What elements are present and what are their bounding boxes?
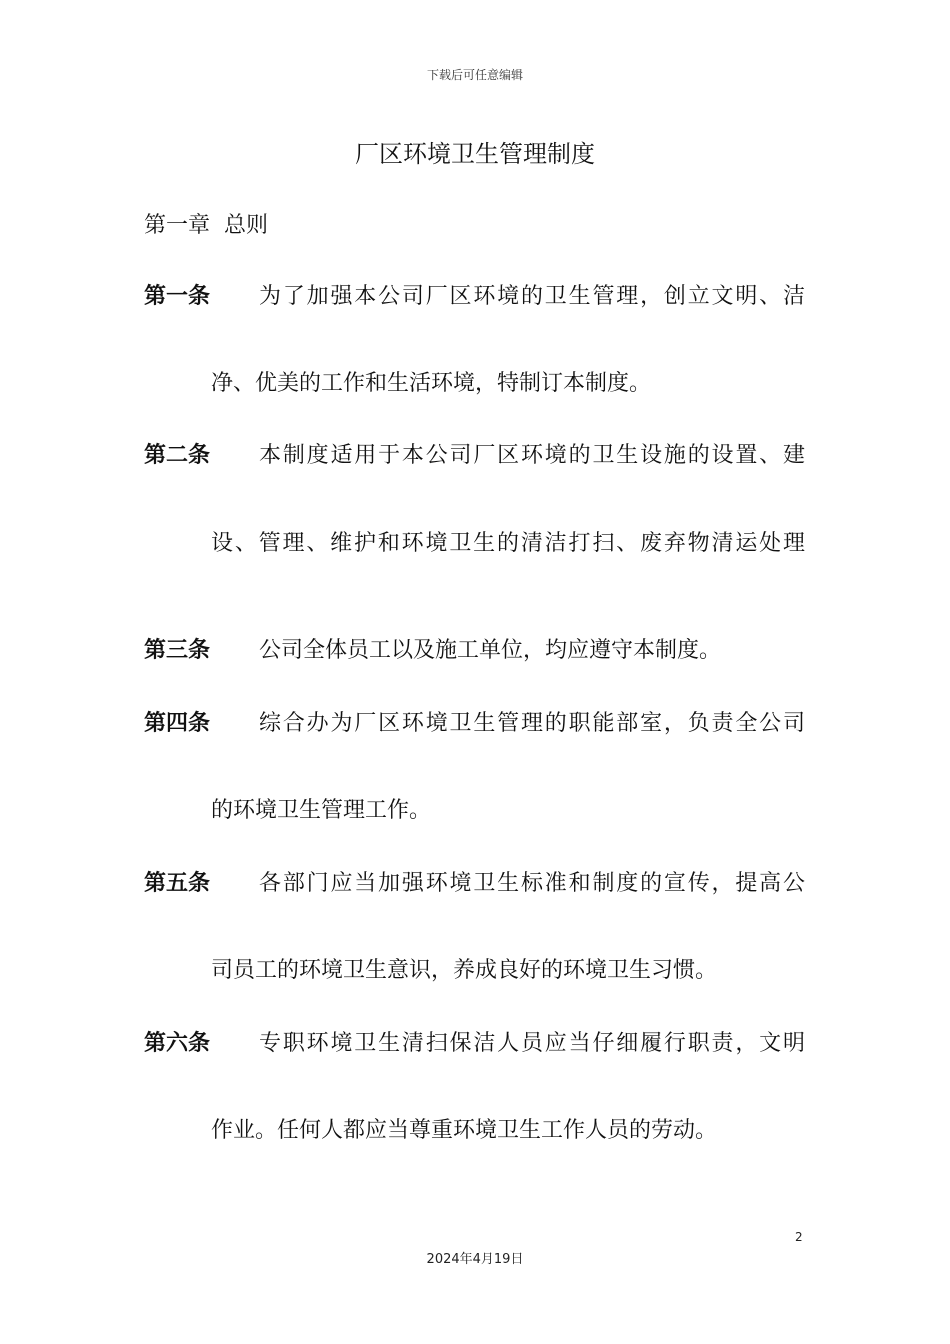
article-label: 第一条 bbox=[144, 284, 211, 309]
article-label: 第二条 bbox=[144, 443, 211, 468]
article-text-line: 各部门应当加强环境卫生标准和制度的宣传，提高公 bbox=[259, 871, 805, 896]
document-title: 厂区环境卫生管理制度 bbox=[355, 140, 595, 168]
article-label: 第六条 bbox=[144, 1031, 211, 1056]
article-label: 第三条 bbox=[144, 638, 211, 663]
footer-date: 2024年4月19日 bbox=[426, 1252, 524, 1267]
article-text-line: 司员工的环境卫生意识，养成良好的环境卫生习惯。 bbox=[211, 958, 718, 983]
article-text-line: 为了加强本公司厂区环境的卫生管理，创立文明、洁 bbox=[259, 284, 805, 309]
page-number: 2 bbox=[795, 1230, 803, 1244]
article-text-line: 净、优美的工作和生活环境，特制订本制度。 bbox=[211, 371, 652, 396]
article-label: 第五条 bbox=[144, 871, 211, 896]
article-text-line: 公司全体员工以及施工单位，均应遵守本制度。 bbox=[259, 638, 722, 663]
article-label: 第四条 bbox=[144, 711, 211, 736]
article-text-line: 设、管理、维护和环境卫生的清洁打扫、废弃物清运处理 bbox=[211, 531, 805, 556]
article-text-line: 专职环境卫生清扫保洁人员应当仔细履行职责，文明 bbox=[259, 1031, 805, 1056]
article-text-line: 作业。任何人都应当尊重环境卫生工作人员的劳动。 bbox=[211, 1118, 718, 1143]
article-text-line: 本制度适用于本公司厂区环境的卫生设施的设置、建 bbox=[259, 443, 805, 468]
article-text-line: 综合办为厂区环境卫生管理的职能部室，负责全公司 bbox=[259, 711, 805, 736]
header-note: 下载后可任意编辑 bbox=[426, 68, 523, 82]
article-text-line: 的环境卫生管理工作。 bbox=[211, 798, 432, 823]
chapter-heading: 第一章 总则 bbox=[144, 213, 268, 238]
